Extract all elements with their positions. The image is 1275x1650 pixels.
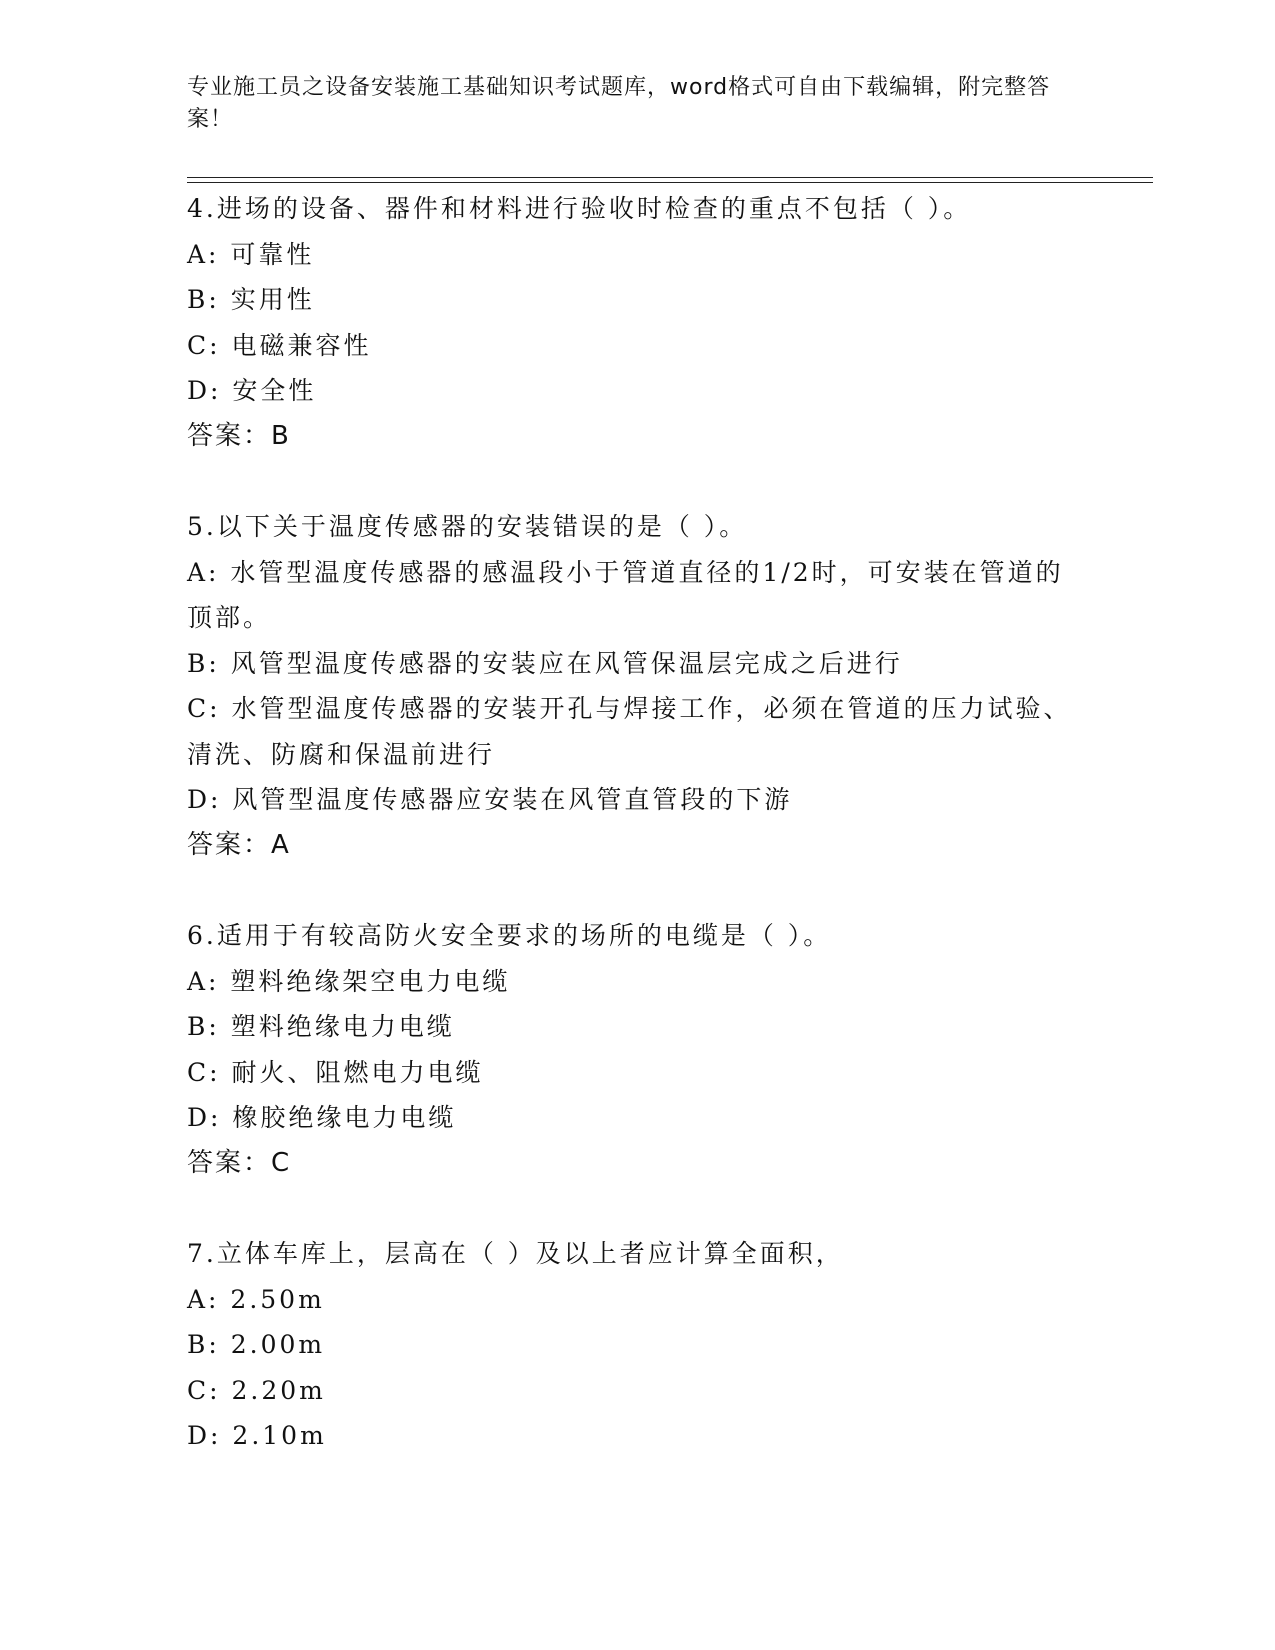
question-stem: 6.适用于有较高防火安全要求的场所的电缆是（ ）。 <box>187 921 832 950</box>
header-divider-bottom <box>187 182 1153 183</box>
header-divider-top <box>187 177 1153 178</box>
option-b: B: 塑料绝缘电力电缆 <box>187 1012 455 1041</box>
option-b: B: 实用性 <box>187 285 315 314</box>
question-stem: 5.以下关于温度传感器的安装错误的是（ ）。 <box>187 512 748 541</box>
option-a: A: 水管型温度传感器的感温段小于管道直径的1/2时，可安装在管道的顶部。 <box>187 557 1064 632</box>
option-c: C: 电磁兼容性 <box>187 330 372 360</box>
option-b: B: 风管型温度传感器的安装应在风管保温层完成之后进行 <box>187 648 903 678</box>
option-d: D: 橡胶绝缘电力电缆 <box>187 1103 457 1132</box>
option-a: A: 塑料绝缘架空电力电缆 <box>187 966 511 996</box>
option-c: C: 2.20m <box>187 1375 326 1405</box>
option-a: A: 可靠性 <box>187 239 315 269</box>
option-a: A: 2.50m <box>187 1284 325 1314</box>
question-4 <box>187 186 1087 459</box>
option-b: B: 2.00m <box>187 1330 326 1359</box>
question-stem: 4.进场的设备、器件和材料进行验收时检查的重点不包括（ ）。 <box>187 194 972 223</box>
answer-label: 答案：A <box>187 829 291 860</box>
document-header: 专业施工员之设备安装施工基础知识考试题库，word格式可自由下载编辑，附完整答案！ <box>187 75 1051 132</box>
answer-label: 答案：B <box>187 420 291 451</box>
question-7 <box>187 1231 1087 1459</box>
option-c: C: 耐火、阻燃电力电缆 <box>187 1057 484 1087</box>
option-c: C: 水管型温度传感器的安装开孔与焊接工作，必须在管道的压力试验、清洗、防腐和保温前进行 <box>187 694 1072 769</box>
question-list <box>187 186 1087 1504</box>
option-d: D: 安全性 <box>187 376 317 405</box>
answer-label: 答案：C <box>187 1147 292 1178</box>
option-d: D: 2.10m <box>187 1421 327 1450</box>
question-6 <box>187 913 1087 1186</box>
question-stem: 7.立体车库上，层高在（ ）及以上者应计算全面积， <box>187 1239 844 1268</box>
question-5 <box>187 504 1087 868</box>
option-d: D: 风管型温度传感器应安装在风管直管段的下游 <box>187 785 793 814</box>
